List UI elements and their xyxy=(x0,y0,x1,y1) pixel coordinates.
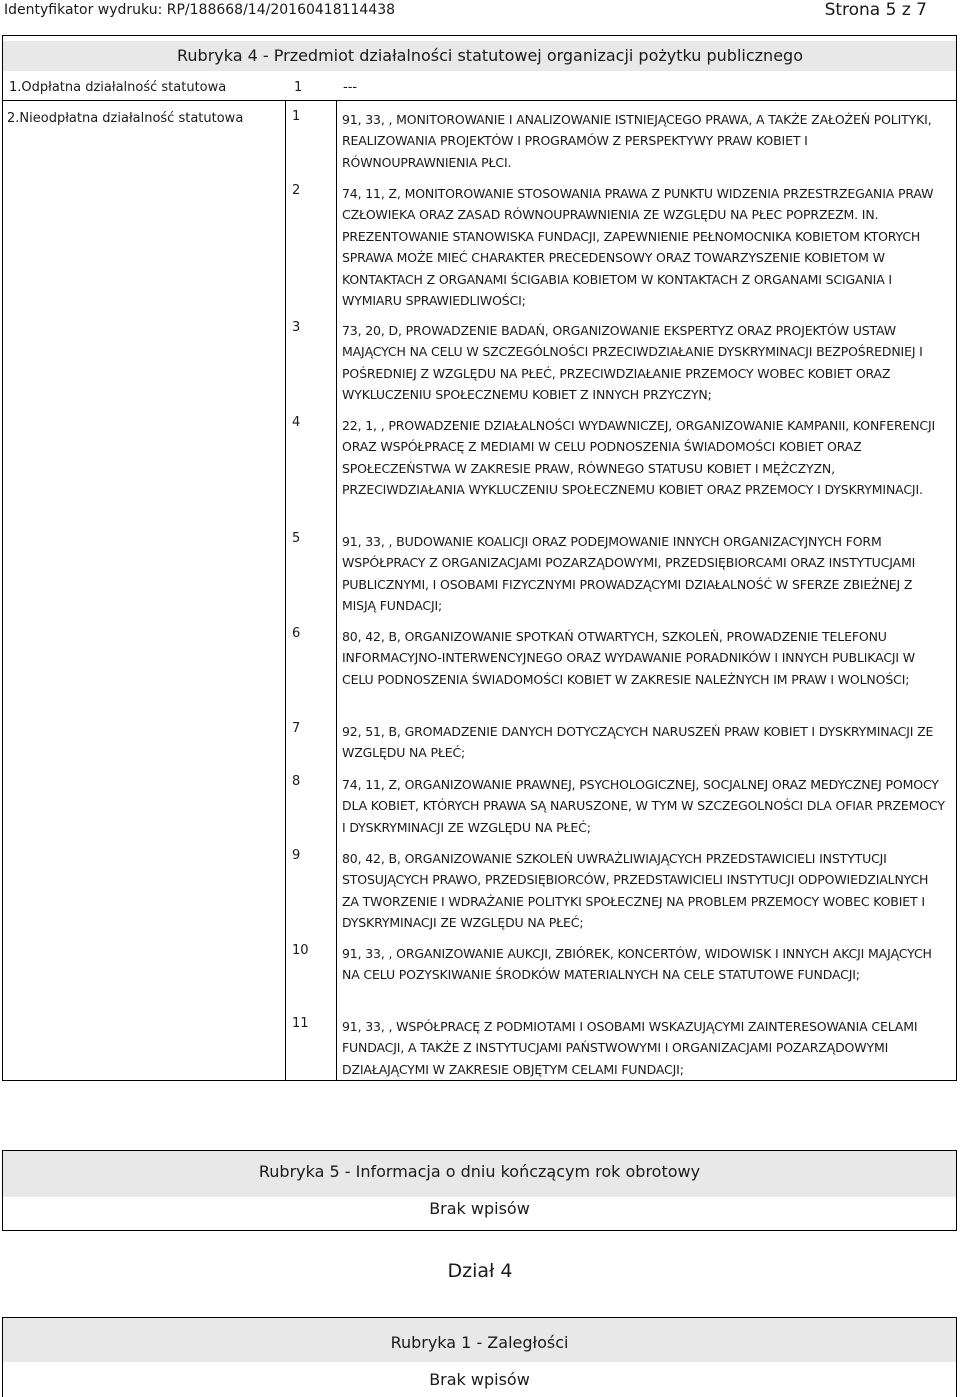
rubryka-5-title: Rubryka 5 - Informacja o dniu kończącym rok obrotowy xyxy=(258,1162,701,1181)
activity-number: 2 xyxy=(292,183,301,198)
activity-number: 9 xyxy=(292,848,301,863)
activity-number: 1 xyxy=(292,109,301,124)
activity-text: 80, 42, B, ORGANIZOWANIE SZKOLEŃ UWRAŻLIWIAJĄCYCH PRZEDSTAWICIELI INSTYTUCJI STOSUJĄCYCH PRAWO, PRZEDSIĘBIORCÓW, PRZEDSTAWICIELI INSTYTUCJI ODPOWIEDZIALNYCH ZA TWORZENIE I WDRAŻANIE POLITYKI SPOŁECZNEJ NA PROBLEM PRZEMOCY WOBEC KOBIET I DYSKRYMINACJI ZE WZGLĘDU NA PŁEĆ; xyxy=(342,851,929,931)
rubryka-5-value: Brak wpisów xyxy=(429,1199,530,1218)
row-divider xyxy=(3,100,956,101)
activity-text: 73, 20, D, PROWADZENIE BADAŃ, ORGANIZOWANIE EKSPERTYZ ORAZ PROJEKTÓW USTAW MAJĄCYCH NA CELU W SZCZEGÓLNOŚCI PRZECIWDZIAŁANIE DYSKRYMINACJI BEZPOŚREDNIEJ I POŚREDNIEJ Z WZGLĘDU NA PŁEĆ, PRZECIWDZIAŁANIE PRZEMOCY WOBEC KOBIET ORAZ WYKLUCZENIU SPOŁECZNEMU KOBIET Z INNYCH PRZYCZYN; xyxy=(342,323,923,403)
activity-number: 7 xyxy=(292,721,301,736)
rubryka-5-section xyxy=(2,1150,957,1231)
odplatna-value: --- xyxy=(343,80,358,95)
odplatna-num: 1 xyxy=(294,80,303,95)
print-identifier: Identyfikator wydruku: RP/188668/14/20160418114438 xyxy=(4,2,396,18)
activity-text: 80, 42, B, ORGANIZOWANIE SPOTKAŃ OTWARTYCH, SZKOLEŃ, PROWADZENIE TELEFONU INFORMACYJNO-INTERWENCYJNEGO ORAZ WYDAWANIE PORADNIKÓW I INNYCH PUBLIKACJI W CELU PODNOSZENIA ŚWIADOMOŚCI KOBIET W ZAKRESIE NALEŻNYCH IM PRAW I WOLNOŚCI; xyxy=(342,629,915,687)
activity-number: 11 xyxy=(292,1016,309,1031)
rubryka-4-title: Rubryka 4 - Przedmiot działalności statutowej organizacji pożytku publicznego xyxy=(3,41,956,71)
activity-number: 3 xyxy=(292,320,301,335)
activity-text: 91, 33, , WSPÓŁPRACĘ Z PODMIOTAMI I OSOBAMI WSKAZUJĄCYMI ZAINTERESOWANIA CELAMI FUNDACJI, A TAKŻE Z INSTYTUCJAMI PAŃSTWOWYMI I ORGANIZACJAMI POZARZĄDOWYMI DZIAŁAJĄCYMI W ZAKRESIE OBJĘTYM CELAMI FUNDACJI; xyxy=(342,1019,918,1077)
activity-text: 22, 1, , PROWADZENIE DZIAŁALNOŚCI WYDAWNICZEJ, ORGANIZOWANIE KAMPANII, KONFERENCJI ORAZ WSPÓŁPRACĘ Z MEDIAMI W CELU PODNOSZENIA ŚWIADOMOŚCI KOBIET ORAZ SPOŁECZEŃSTWA W ZAKRESIE PRAW, RÓWNEGO STATUSU KOBIET I MĘŻCZYZN, PRZECIWDZIAŁANIA WYKLUCZENIU SPOŁECZNEMU KOBIET ORAZ PRZEMOCY I DYSKRYMINACJI. xyxy=(342,418,936,498)
activity-number: 5 xyxy=(292,531,301,546)
activity-text: 91, 33, , ORGANIZOWANIE AUKCJI, ZBIÓREK, KONCERTÓW, WIDOWISK I INNYCH AKCJI MAJĄCYCH NA CELU POZYSKIWANIE ŚRODKÓW MATERIALNYCH NA CELE STATUTOWE FUNDACJI; xyxy=(342,946,932,983)
activity-number: 6 xyxy=(292,626,301,641)
odplatna-label: 1.Odpłatna działalność statutowa xyxy=(9,80,227,95)
rubryka-4-section xyxy=(2,35,957,1081)
page-number: Strona 5 z 7 xyxy=(824,0,927,20)
activity-text: 74, 11, Z, MONITOROWANIE STOSOWANIA PRAWA Z PUNKTU WIDZENIA PRZESTRZEGANIA PRAW CZŁOWIEKA ORAZ ZASAD RÓWNOUPRAWNIENIA ZE WZGLĘDU NA PŁEC POPRZEZM. IN. PREZENTOWANIE STANOWISKA FUNDACJI, ZAPEWNIENIE PEŁNOMOCNIKA KOBIETOM KTORYCH SPRAWA MOŻE MIEĆ CHARAKTER PRECEDENSOWY ORAZ TOWARZYSZENIE KOBIETOM W KONTAKTACH Z ORGANAMI ŚCIGABIA KOBIETOM W KONTAKTACH Z ORGANAMI SCIGANIA I WYMIARU SPRAWIEDLIWOŚCI; xyxy=(342,186,934,309)
nieodplatna-label: 2.Nieodpłatna działalność statutowa xyxy=(7,111,244,126)
rubryka-1-title: Rubryka 1 - Zaległości xyxy=(390,1333,569,1352)
rubryka-1-zaleglosci-section xyxy=(2,1317,957,1397)
activity-number: 10 xyxy=(292,943,309,958)
activity-number: 8 xyxy=(292,774,301,789)
activity-text: 92, 51, B, GROMADZENIE DANYCH DOTYCZĄCYCH NARUSZEŃ PRAW KOBIET I DYSKRYMINACJI ZE WZGLĘDU NA PŁEĆ; xyxy=(342,724,934,761)
activity-text: 74, 11, Z, ORGANIZOWANIE PRAWNEJ, PSYCHOLOGICZNEJ, SOCJALNEJ ORAZ MEDYCZNEJ POMOCY DLA KOBIET, KTÓRYCH PRAWA SĄ NARUSZONE, W TYM W SZCZEGOLNOŚCI DLA OFIAR PRZEMOCY I DYSKRYMINACJI ZE WZGLĘDU NA PŁEĆ; xyxy=(342,777,945,835)
activity-text: 91, 33, , MONITOROWANIE I ANALIZOWANIE ISTNIEJĄCEGO PRAWA, A TAKŻE ZAŁOŻEŃ POLITYKI, REALIZOWANIA PROJEKTÓW I PROGRAMÓW Z PERSPEKTYWY PRAW KOBIET I RÓWNOUPRAWNIENIA PŁCI. xyxy=(342,112,932,170)
column-divider xyxy=(336,100,337,1080)
activity-number: 4 xyxy=(292,415,301,430)
column-divider xyxy=(285,100,286,1080)
activity-text: 91, 33, , BUDOWANIE KOALICJI ORAZ PODEJMOWANIE INNYCH ORGANIZACYJNYCH FORM WSPÓŁPRACY Z ORGANIZACJAMI POZARZĄDOWYMI, PRZEDSIĘBIORCAMI ORAZ INSTYTUCJAMI PUBLICZNYMI, I OSOBAMI FIZYCZNYMI PROWADZĄCYMI DZIAŁALNOŚĆ W SFERZE ZBIEŻNEJ Z MISJĄ FUNDACJI; xyxy=(342,534,916,614)
rubryka-1-value: Brak wpisów xyxy=(429,1370,530,1389)
dzial-4-heading: Dział 4 xyxy=(447,1260,513,1282)
